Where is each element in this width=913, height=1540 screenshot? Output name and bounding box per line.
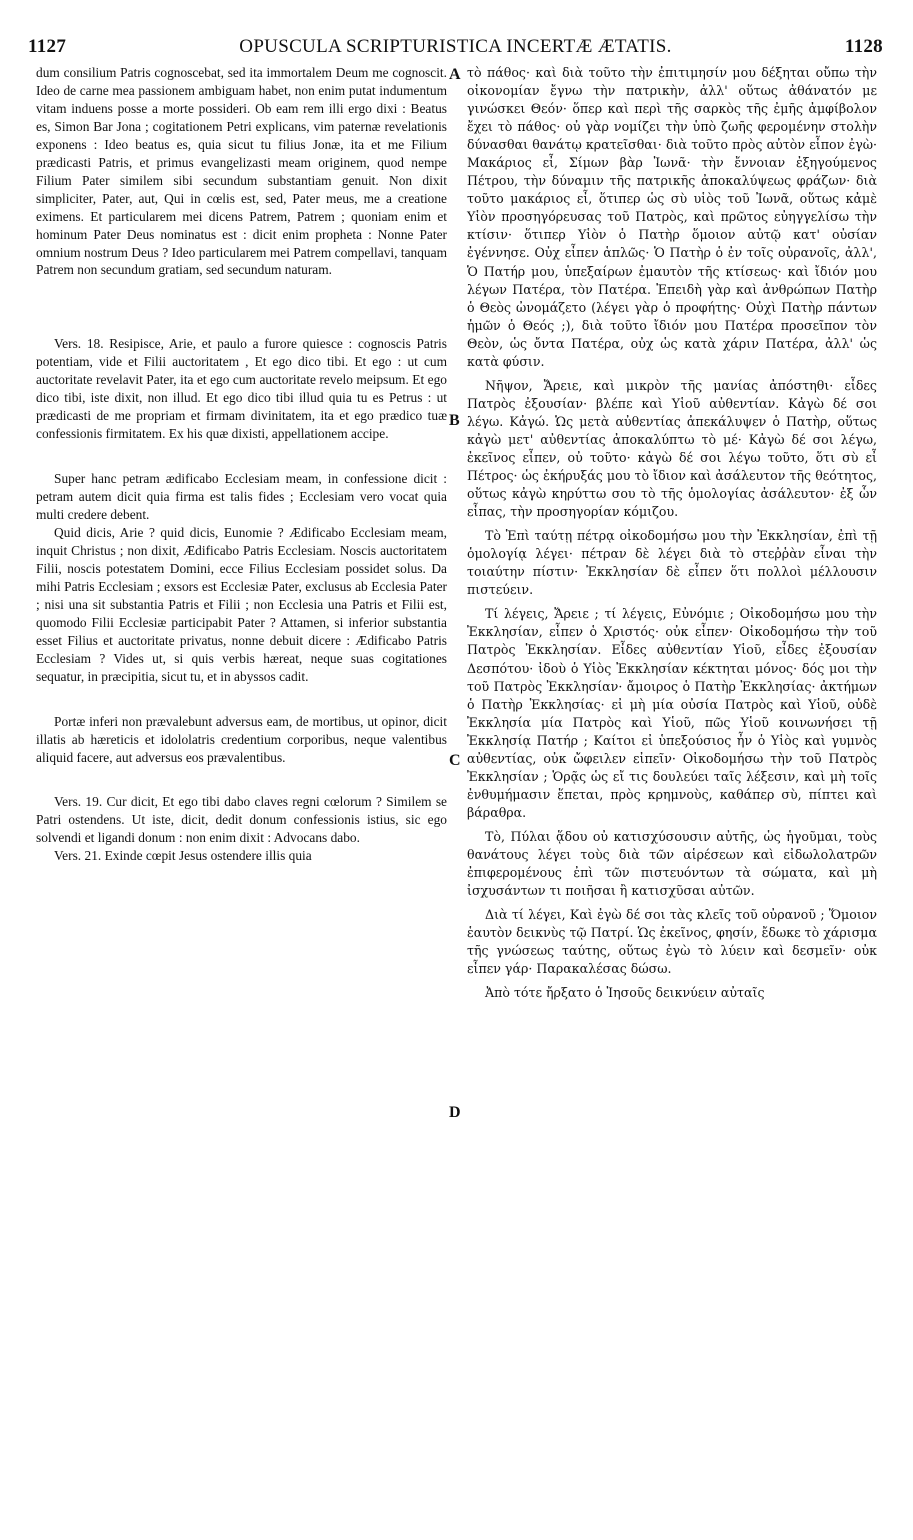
latin-paragraph: Vers. 19. Cur dicit, Et ego tibi dabo claves regni cœlorum ? Similem se Patri ostendens. Ut iste, dicit, dedit donum confessionis istius, sic ego solvendi et ligandi donum : non enim dixit : Advocans dabo.	[36, 794, 447, 846]
latin-paragraph: Vers. 21. Exinde cœpit Jesus ostendere illis quia	[54, 848, 312, 864]
latin-paragraph: Vers. 18. Resipisce, Arie, et paulo a furore quiesce : cognoscis Patris potentiam, vide et Filii auctoritatem , Et ego dico tibi. Et ego : ut cum auctoritate revelavit Pater, ita et ego cum auctoritate revelo meipsum. Et ego dico tibi, iste dixit, non illud. Et ego dico tibi illud quia tu es Petrus : ut prædicasti de me propriam et firmam divinitatem, ita et ego prædico tuæ confessionis firmitatem. Ex his quæ dixisti, appellationem accipe.	[36, 336, 447, 442]
greek-paragraph: Νῆψον, Ἄρειε, καὶ μικρὸν τῆς μανίας ἀπόστηθι· εἶδες Πατρὸς ἐξουσίαν· βλέπε καὶ Υἱοῦ αὐθεντίαν. Κἀγὼ δέ σοι λέγω. Κἀγώ. Ὡς μετὰ αὐθεντίας ἀπεκάλυψεν ὁ Πατὴρ, οὕτως κἀγὼ μετ' αὐθεντίας ἀποκαλύπτω τὸ μέ· Κἀγὼ δέ σοι λέγω, ἐκεῖνος εἶπεν, οὐ τοῦτο· κἀγὼ δέ σοι λέγω τοῦτο, ὅτι σὺ εἶ Πέτρος· ὡς ἐκήρυξάς μου τὸ ἴδιον καὶ ἀσάλευτον τῆς θεότητος, οὕτως κἀγὼ κηρύττω σου τὸ τῆς ὁμολογίας ἀσάλευτον· ἐξ ὧν εἶπας, τὴν προσηγορίαν κόμιζου.	[467, 377, 877, 520]
greek-paragraph: Τὸ Ἐπὶ ταύτῃ πέτρᾳ οἰκοδομήσω μου τὴν Ἐκκλησίαν, ἐπὶ τῇ ὁμολογίᾳ λέγει· πέτραν δὲ λέγει διὰ τὸ στεῤῥὰν εἶναι τὴν τοιαύτην πίστιν· Ἐκκλησίαν δὲ εἶπεν ὅτι πολλοὶ μέλλουσιν πιστεύειν.	[467, 528, 877, 598]
left-page-number: 1127	[28, 36, 67, 57]
latin-paragraph: dum consilium Patris cognoscebat, sed ita immortalem Deum me cognoscit. Ideo de carne mea passionem ambiguam habet, non enim putat indumentum vitam induens posse a morte possideri. Ob eam rem illi ergo dixi : Beatus es, Simon Bar Jona ; cogitationem Petri explicans, vim paternæ revelationis exponens : Ideo beatus es, quia sicut tu filius Jonæ, ita et me Filium prædicasti Patris, et primus evangelizasti meam originem, quod nempe Filium Pater similem sibi secundum substantiam genuit. Non dixit simpliciter, Pater, aut, Qui in cœlis est, sed, Pater meus, me a creatione eximens. Et particularem mei dicens Patrem, Patrem ; quoniam enim et hominum Pater Deus nominatus est : dicit enim propheta : Nonne Pater omnium nostrum Deus ? Ideo particularem mei Patrem compellavi, tanquam Patrem non secundum gratiam, sed secundum naturam.	[36, 65, 447, 278]
greek-column	[467, 64, 877, 1002]
greek-paragraph: Ἀπὸ τότε ἤρξατο ὁ Ἰησοῦς δεικνύειν αὐταῖς	[485, 985, 765, 1001]
latin-paragraph: Super hanc petram ædificabo Ecclesiam meam, in confessione dicit : petram autem dicit quia firma est talis fides ; Ecclesiam vero vocat quia multi credere debent.	[36, 471, 447, 523]
margin-letter-b: B	[449, 412, 460, 429]
running-title: OPUSCULA SCRIPTURISTICA INCERTÆ ÆTATIS.	[239, 36, 672, 57]
greek-paragraph: Τὸ, Πύλαι ᾅδου οὐ κατισχύσουσιν αὐτῆς, ὡς ἡγοῦμαι, τοὺς θανάτους λέγει τοὺς διὰ τῶν αἱρέσεων καὶ εἰδωλολατρῶν ἐπιφερομένους ἐπὶ τῶν πιστευόντων τὰ σώματα, καὶ μὴ ἰσχυσάντων τι ποιῆσαι ἢ κατισχῦσαι αὐτῶν.	[467, 828, 877, 899]
margin-letter-a: A	[449, 66, 461, 83]
latin-column	[36, 64, 447, 865]
latin-paragraph: Quid dicis, Arie ? quid dicis, Eunomie ? Ædificabo Ecclesiam meam, inquit Christus ; non dixit, Ædificabo Patris Ecclesiam. Noscis auctoritatem Filii, noscis potestatem Domini, ecce Filius Ecclesiam possidet solus. Da mihi Patris Ecclesiam ; exsors est Ecclesiæ Pater, exclusus ab Ecclesia Pater ; nisi una sit substantia Patris et Filii ; non Ecclesia una Patris et Filii est, quomodo Filii Ecclesiæ participabit Pater ? Attamen, si inferior substantia esset Filius et auctoritate privatus, nonne debuit dicere : Ædificabo Patris Ecclesiam ? Vides ut, si quis verbis hæreat, neque suas cogitationes sequatur, in præcipitia, sicut tu, et in abyssos cadit.	[36, 525, 447, 684]
page-header	[28, 36, 883, 62]
greek-paragraph: Τί λέγεις, Ἄρειε ; τί λέγεις, Εὐνόμιε ; Οἰκοδομήσω μου τὴν Ἐκκλησίαν, εἶπεν ὁ Χριστός· οὐκ εἶπεν· Οἰκοδομήσω τὴν τοῦ Πατρὸς Ἐκκλησίαν. Εἶδες αὐθεντίαν Υἱοῦ, εἶδες ἐξουσίαν Δεσπότου· ἰδοὺ ὁ Υἱὸς Ἐκκλησίαν κέκτηται μόνος· δός μοι τὴν τοῦ Πατρὸς Ἐκκλησίαν· ἄμοιρος ὁ Πατὴρ Ἐκκλησίας· ἀκτήμων ὁ Πατὴρ Ἐκκλησίας· εἰ μὴ μία οὐσία Πατρὸς καὶ Υἱοῦ, οὐδὲ Ἐκκλησία μία Πατρὸς καὶ Υἱοῦ, πῶς Υἱοῦ κοινωνήσει τῇ Ἐκκλησίᾳ Πατήρ ; Καίτοι εἰ ὑπεξούσιος ἦν ὁ Υἱὸς καὶ γυμνὸς αὐθεντίας, οὐκ ὤφειλεν εἰπεῖν· Οἰκοδομήσω τὴν τοῦ Πατρὸς Ἐκκλησίαν ; Ὁρᾷς ὡς εἴ τις δουλεύει ταῖς λέξεσιν, καὶ μὴ τοῖς ἐνθυμήμασιν ἕπεται, πρὸς κρημνοὺς, καθάπερ σὺ, πίπτει καὶ βάραθρα.	[467, 606, 877, 820]
greek-paragraph: Διὰ τί λέγει, Καὶ ἐγὼ δέ σοι τὰς κλεῖς τοῦ οὐρανοῦ ; Ὅμοιον ἑαυτὸν δεικνὺς τῷ Πατρί. Ὡς ἐκεῖνος, φησίν, ἔδωκε τὸ χάρισμα τῆς γνώσεως ταύτης, οὕτως ἐγὼ τὸ λύειν καὶ δεσμεῖν· οὐκ εἶπεν γάρ· Παρακαλέσας δώσω.	[467, 907, 877, 977]
margin-letter-d: D	[449, 1104, 461, 1121]
latin-paragraph: Portæ inferi non prævalebunt adversus eam, de mortibus, ut opinor, dicit illatis ab hæreticis et idololatris credentium corporibus, neque valentibus aliquid facere, aut adversus eos prævalentibus.	[36, 713, 447, 765]
right-page-number: 1128	[844, 36, 883, 57]
margin-letter-c: C	[449, 752, 461, 769]
greek-paragraph: τὸ πάθος· καὶ διὰ τοῦτο τὴν ἐπιτιμησίν μου δέξηται οὔπω τὴν οἰκονομίαν ἔγνω τὴν πατρικὴν, ἀλλ' οὕτως ἀθάνατόν με γινώσκει Θεόν· ὅπερ καὶ περὶ τῆς σαρκὸς τῆς ἐμῆς ἀμφίβολον ἔχει τὸ πάθος· οὐ γὰρ νομίζει τὴν ὑπὸ ζωῆς φερομένην στολὴν δύνασθαι θανάτῳ κρατεῖσθαι· διὰ τοῦτο πρὸς αὐτὸν εἶπον ἐγὼ· Μακάριος εἶ, Σίμων βὰρ Ἰωνᾶ· τὴν ἔννοιαν ἐξηγούμενος Πέτρου, τὴν δύναμιν τῆς πατρικῆς ἀποκαλύψεως φράζων· διὰ τοῦτο μακάριος εἶ, ὅτιπερ ὡς σὺ υἱὸς τοῦ Ἰωνᾶ, οὕτως κἀμὲ Υἱὸν προσηγόρευσας τοῦ Πατρὸς, καὶ πρῶτος εὐηγγελίσω τὴν κτίσιν· ὅτιπερ Υἱὸν ὁ Πατὴρ ὅμοιον αὐτῷ κατ' οὐσίαν ἐγέννησε. Οὐχ εἶπεν ἁπλῶς· Ὁ Πατὴρ ὁ ἐν τοῖς οὐρανοῖς, ἀλλ', Ὁ Πατήρ μου, ὑπεξαίρων ἐμαυτὸν τῆς κτίσεως· καὶ ἴδιόν μου λέγων Πατέρα, τὸν Πατέρα. Ἐπειδὴ γὰρ καὶ ἀνθρώπων Πατὴρ ὁ Θεὸς ὠνομάζετο (λέγει γὰρ ὁ προφήτης· Οὐχὶ Πατὴρ πάντων ἡμῶν ὁ Θεός ;), διὰ τοῦτο ἴδιόν μου Πατέρα προσεῖπον τὸν Θεὸν, ὡς ὄντα Πατέρα, οὐχ ὡς κατὰ χάριν Πατέρα, ἀλλ' ὡς κατὰ φύσιν.	[467, 65, 877, 369]
